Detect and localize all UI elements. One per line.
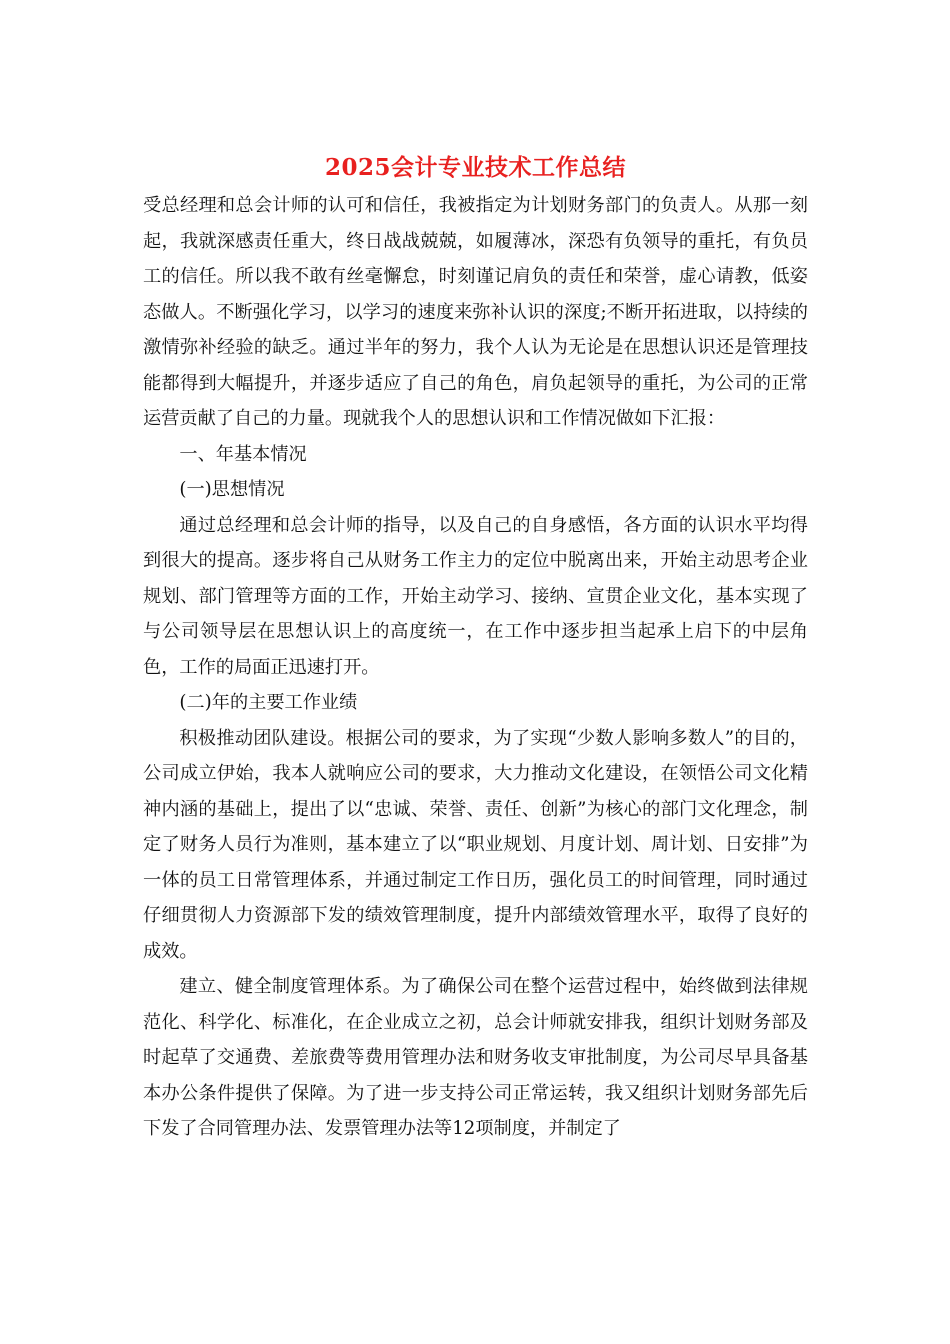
document-body [143,148,808,1147]
intro-paragraph: 受总经理和总会计师的认可和信任，我被指定为计划财务部门的负责人。从那一刻起，我就深感责任重大，终日战战兢兢，如履薄冰，深恐有负领导的重托，有负员工的信任。所以我不敢有丝毫懈怠，时刻谨记肩负的责任和荣誉，虚心请教，低姿态做人。不断强化学习，以学习的速度来弥补认识的深度;不断开拓进取，以持续的激情弥补经验的缺乏。通过半年的努力，我个人认为无论是在思想认识还是管理技能都得到大幅提升，并逐步适应了自己的角色，肩负起领导的重托，为公司的正常运营贡献了自己的力量。现就我个人的思想认识和工作情况做如下汇报： [143,195,808,429]
system-management-paragraph: 建立、健全制度管理体系。为了确保公司在整个运营过程中，始终做到法律规范化、科学化、标准化，在企业成立之初，总会计师就安排我，组织计划财务部及时起草了交通费、差旅费等费用管理办法和财务收支审批制度，为公司尽早具备基本办公条件提供了保障。为了进一步支持公司正常运转，我又组织计划财务部先后下发了合同管理办法、发票管理办法等12项制度，并制定了 [143,976,808,1139]
section-heading-basic-situation: 一、年基本情况 [179,443,307,465]
subsection-heading-thought: (一)思想情况 [179,479,285,500]
team-building-paragraph: 积极推动团队建设。根据公司的要求，为了实现“少数人影响多数人”的目的，公司成立伊始，我本人就响应公司的要求，大力推动文化建设，在领悟公司文化精神内涵的基础上，提出了以“忠诚、荣誉、责任、创新”为核心的部门文化理念，制定了财务人员行为准则，基本建立了以“职业规划、月度计划、周计划、日安排”为一体的员工日常管理体系，并通过制定工作日历，强化员工的时间管理，同时通过仔细贯彻人力资源部下发的绩效管理制度，提升内部绩效管理水平，取得了良好的成效。 [143,727,808,962]
document-title: 2025会计专业技术工作总结 [324,154,626,181]
thought-paragraph: 通过总经理和总会计师的指导，以及自己的自身感悟，各方面的认识水平均得到很大的提高。逐步将自己从财务工作主力的定位中脱离出来，开始主动思考企业规划、部门管理等方面的工作，开始主动学习、接纳、宣贯企业文化，基本实现了与公司领导层在思想认识上的高度统一，在工作中逐步担当起承上启下的中层角色，工作的局面正迅速打开。 [143,514,808,678]
subsection-heading-achievements: (二)年的主要工作业绩 [179,692,358,713]
